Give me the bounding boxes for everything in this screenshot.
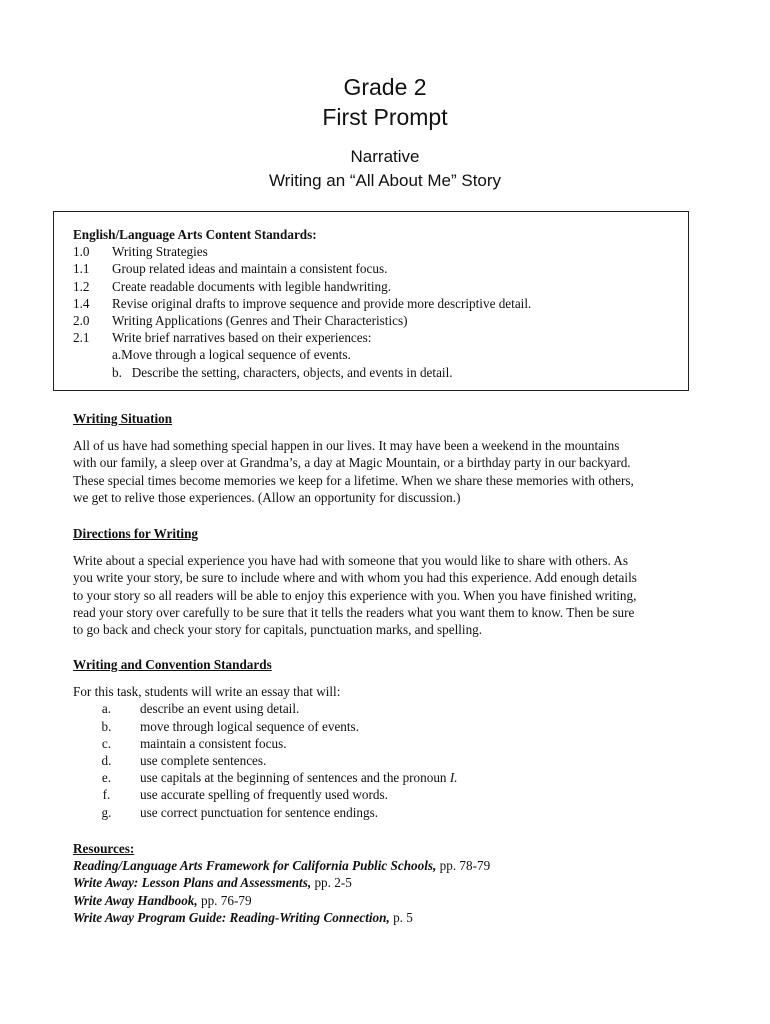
- item-letter: f.: [102, 787, 111, 803]
- standard-number: 2.0: [73, 313, 90, 329]
- convention-item: [73, 735, 703, 752]
- directions-paragraph: [73, 552, 703, 638]
- standard-number: 2.1: [73, 330, 90, 346]
- resource-item: [73, 874, 703, 891]
- conventions-intro: For this task, students will write an essay that will:: [73, 684, 341, 700]
- standard-subitem: a.Move through a logical sequence of events.: [112, 347, 351, 363]
- standard-text: Revise original drafts to improve sequence and provide more descriptive detail.: [112, 295, 532, 311]
- resource-title: Reading/Language Arts Framework for California Public Schools,: [73, 858, 437, 874]
- convention-item: [73, 786, 703, 803]
- paragraph-line: to go back and check your story for capitals, punctuation marks, and spelling.: [73, 622, 483, 638]
- standard-text: Writing Strategies: [112, 244, 208, 260]
- paragraph-line: These special times become memories we keep for a lifetime. When we share these memories with others,: [73, 472, 634, 488]
- item-text: maintain a consistent focus.: [140, 735, 287, 751]
- paragraph-line: read your story over carefully to be sure that it tells the readers what you want them to know. Then be sure: [73, 604, 635, 620]
- item-letter: d.: [101, 753, 112, 769]
- resource-item: [73, 857, 703, 874]
- standard-number: 1.4: [73, 295, 90, 311]
- standard-row: [73, 278, 688, 295]
- paragraph-line: you write your story, be sure to include where and with whom you had this experience. Add enough details: [73, 570, 637, 586]
- grade-title: Grade 2: [343, 74, 427, 100]
- resource-pages: pp. 2-5: [314, 875, 352, 891]
- standard-row: [73, 295, 688, 312]
- paragraph-line: All of us have had something special happen in our lives. It may have been a weekend in the mountains: [73, 438, 620, 454]
- document-header: [0, 72, 770, 192]
- item-letter: e.: [101, 770, 112, 786]
- item-letter: b.: [101, 718, 112, 734]
- standard-row: [73, 312, 688, 329]
- resource-item: [73, 909, 703, 926]
- standard-row: [73, 260, 688, 277]
- item-letter: a.: [101, 701, 112, 717]
- standard-number: 1.0: [73, 244, 90, 260]
- convention-item: [73, 718, 703, 735]
- convention-item: [73, 752, 703, 769]
- conventions-heading: Writing and Convention Standards: [73, 657, 272, 672]
- item-text: use complete sentences.: [140, 753, 267, 769]
- standard-number: 1.1: [73, 261, 90, 277]
- directions-section: [73, 525, 703, 638]
- item-text: use capitals at the beginning of sentences and the pronoun: [140, 770, 447, 786]
- resource-title: Write Away: Lesson Plans and Assessments,: [73, 875, 312, 891]
- paragraph-line: to your story so all readers will be able to enjoy this experience with you. When you have finished writing,: [73, 587, 637, 603]
- convention-item: [73, 804, 703, 821]
- item-letter: g.: [101, 804, 112, 820]
- standard-text: Create readable documents with legible handwriting.: [112, 278, 392, 294]
- resource-title: Write Away Program Guide: Reading-Writing Connection,: [73, 909, 390, 925]
- standard-text: Writing Applications (Genres and Their Characteristics): [112, 313, 408, 329]
- item-italic: I.: [449, 770, 458, 786]
- item-letter: c.: [101, 735, 112, 751]
- standards-title: English/Language Arts Content Standards:: [73, 227, 317, 242]
- conventions-section: [73, 656, 703, 821]
- standard-number: 1.2: [73, 278, 90, 294]
- item-text: use accurate spelling of frequently used words.: [140, 787, 388, 803]
- writing-situation-paragraph: [73, 437, 703, 506]
- writing-situation-heading: Writing Situation: [73, 411, 173, 426]
- genre-title: Narrative: [350, 147, 420, 166]
- writing-situation-section: [73, 410, 703, 506]
- prompt-title: First Prompt: [322, 104, 448, 130]
- convention-item: [73, 769, 703, 786]
- item-text: use correct punctuation for sentence endings.: [140, 804, 379, 820]
- standard-row: [73, 243, 688, 260]
- resource-pages: pp. 78-79: [439, 858, 491, 874]
- standard-subitem: b. Describe the setting, characters, objects, and events in detail.: [112, 364, 453, 380]
- resource-pages: p. 5: [393, 909, 413, 925]
- standard-text: Group related ideas and maintain a consistent focus.: [112, 261, 388, 277]
- directions-heading: Directions for Writing: [73, 526, 199, 541]
- item-text: move through logical sequence of events.: [140, 718, 359, 734]
- resource-pages: pp. 76-79: [200, 892, 252, 908]
- resource-title: Write Away Handbook,: [73, 892, 198, 908]
- standard-text: Write brief narratives based on their experiences:: [112, 330, 372, 346]
- resource-item: [73, 892, 703, 909]
- resources-section: [73, 840, 703, 926]
- resources-heading: Resources:: [73, 841, 135, 856]
- story-subtitle: Writing an “All About Me” Story: [268, 171, 502, 190]
- paragraph-line: Write about a special experience you have had with someone that you would like to share with others. As: [73, 553, 629, 569]
- standard-row: [73, 329, 688, 346]
- standards-box: [53, 211, 689, 391]
- convention-item: [73, 700, 703, 717]
- item-text: describe an event using detail.: [140, 701, 300, 717]
- paragraph-line: with our family, a sleep over at Grandma’s, a day at Magic Mountain, or a birthday party in our backyard.: [73, 455, 631, 471]
- paragraph-line: we get to relive those experiences. (Allow an opportunity for discussion.): [73, 489, 461, 505]
